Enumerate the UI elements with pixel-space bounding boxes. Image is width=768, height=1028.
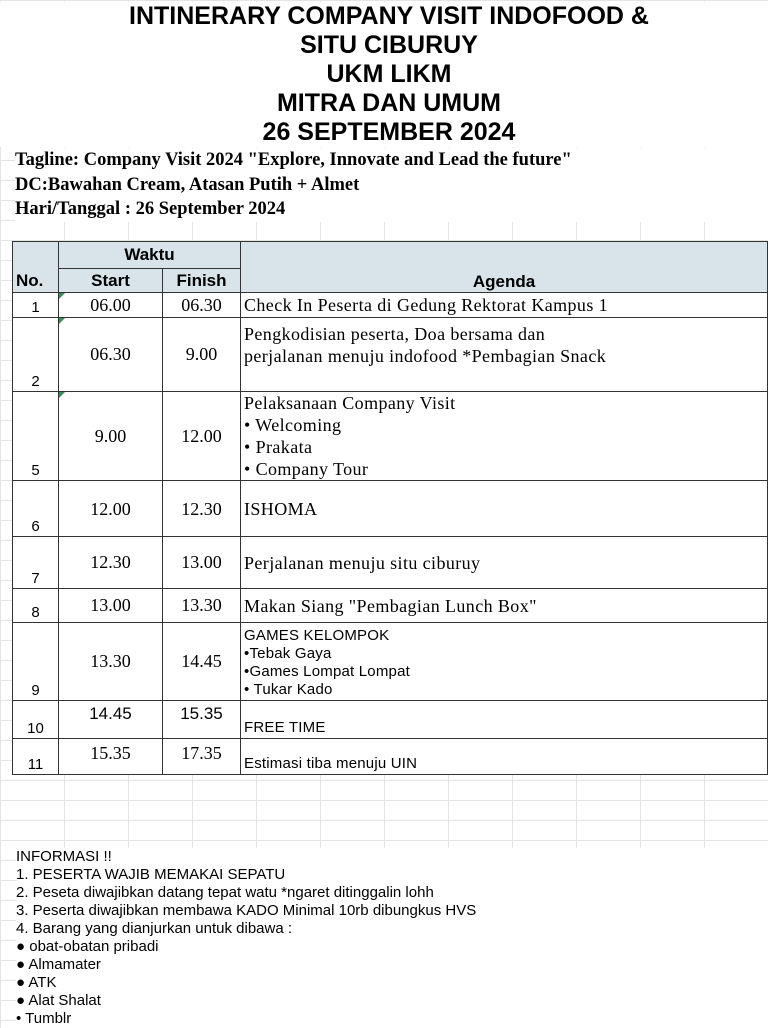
row-number: 9 [13, 623, 59, 701]
title-line: 26 SEPTEMBER 2024 [262, 118, 516, 146]
agenda-cell [241, 623, 768, 701]
finish-time: 13.00 [163, 537, 241, 589]
info-item: ● obat-obatan pribadi [16, 938, 159, 955]
schedule-table [12, 241, 768, 775]
agenda-line: • Prakata [244, 437, 313, 457]
agenda-line: ISHOMA [244, 499, 318, 519]
finish-time: 12.30 [163, 481, 241, 537]
start-time: 13.00 [59, 589, 163, 623]
agenda-line: Check In Peserta di Gedung Rektorat Kampus 1 [244, 295, 609, 315]
agenda-line: • Tukar Kado [244, 681, 333, 698]
event-meta [15, 148, 768, 222]
title-line: UKM LIKM [326, 60, 452, 88]
header-no: No. [13, 242, 59, 293]
finish-time: 12.00 [163, 392, 241, 481]
table-row [13, 589, 768, 623]
agenda-line: • Welcoming [244, 415, 342, 435]
info-item: 2. Peseta diwajibkan datang tepat watu *ngaret ditinggalin lohh [16, 884, 434, 901]
row-number: 10 [13, 701, 59, 739]
table-row [13, 293, 768, 318]
table-row [13, 701, 768, 739]
agenda-line: Makan Siang "Pembagian Lunch Box" [244, 595, 537, 616]
document-title [0, 2, 768, 147]
title-line: MITRA DAN UMUM [276, 89, 502, 117]
tagline: Tagline: Company Visit 2024 "Explore, Innovate and Lead the future" [15, 150, 572, 170]
info-item: 1. PESERTA WAJIB MEMAKAI SEPATU [16, 866, 286, 883]
table-row [13, 392, 768, 481]
start-time: 13.30 [59, 623, 163, 701]
start-time: 15.35 [59, 739, 163, 775]
agenda-line: •Games Lompat Lompat [244, 663, 410, 680]
information-section [16, 848, 768, 1028]
agenda-cell [241, 293, 768, 318]
agenda-line: perjalanan menuju indofood *Pembagian Snack [244, 346, 607, 366]
agenda-cell [241, 701, 768, 739]
row-number: 5 [13, 392, 59, 481]
table-row [13, 537, 768, 589]
title-line: INTINERARY COMPANY VISIT INDOFOOD & [129, 2, 649, 30]
start-time: 9.00 [59, 392, 163, 481]
finish-time: 13.30 [163, 589, 241, 623]
agenda-line: FREE TIME [244, 719, 326, 736]
row-number: 1 [13, 293, 59, 318]
row-number: 6 [13, 481, 59, 537]
agenda-cell [241, 537, 768, 589]
start-time: 06.00 [59, 293, 163, 318]
title-line: SITU CIBURUY [300, 31, 478, 59]
agenda-cell [241, 318, 768, 392]
table-row [13, 739, 768, 775]
agenda-cell [241, 392, 768, 481]
agenda-cell [241, 481, 768, 537]
info-item: 3. Peserta diwajibkan membawa KADO Minimal 10rb dibungkus HVS [16, 902, 477, 919]
agenda-cell [241, 739, 768, 775]
row-number: 2 [13, 318, 59, 392]
agenda-cell [241, 589, 768, 623]
agenda-line: Pengkodisian peserta, Doa bersama dan [244, 324, 546, 344]
info-item: 4. Barang yang dianjurkan untuk dibawa : [16, 920, 293, 937]
agenda-line: Estimasi tiba menuju UIN [244, 755, 418, 772]
event-date: Hari/Tanggal : 26 September 2024 [15, 199, 286, 219]
agenda-line: Perjalanan menuju situ ciburuy [244, 552, 481, 573]
table-row [13, 318, 768, 392]
finish-time: 14.45 [163, 623, 241, 701]
row-number: 8 [13, 589, 59, 623]
info-item: ● ATK [16, 974, 57, 991]
agenda-line: GAMES KELOMPOK [244, 627, 390, 644]
row-number: 7 [13, 537, 59, 589]
finish-time: 06.30 [163, 293, 241, 318]
info-item: ● Almamater [16, 956, 101, 973]
table-row [13, 623, 768, 701]
agenda-line: • Company Tour [244, 459, 369, 479]
finish-time: 15.35 [163, 701, 241, 739]
finish-time: 9.00 [163, 318, 241, 392]
row-number: 11 [13, 739, 59, 775]
start-time: 06.30 [59, 318, 163, 392]
header-finish: Finish [163, 269, 241, 293]
start-time: 14.45 [59, 701, 163, 739]
finish-time: 17.35 [163, 739, 241, 775]
start-time: 12.00 [59, 481, 163, 537]
agenda-line: Pelaksanaan Company Visit [244, 393, 456, 413]
dress-code: DC:Bawahan Cream, Atasan Putih + Almet [15, 174, 360, 195]
agenda-line: •Tebak Gaya [244, 645, 332, 662]
table-row [13, 481, 768, 537]
info-heading: INFORMASI !! [16, 848, 112, 865]
info-item: ● Alat Shalat [16, 992, 101, 1009]
info-item: • Tumblr [16, 1010, 72, 1027]
header-agenda: Agenda [241, 242, 768, 293]
start-time: 12.30 [59, 537, 163, 589]
header-waktu: Waktu [59, 242, 241, 269]
header-start: Start [59, 269, 163, 293]
